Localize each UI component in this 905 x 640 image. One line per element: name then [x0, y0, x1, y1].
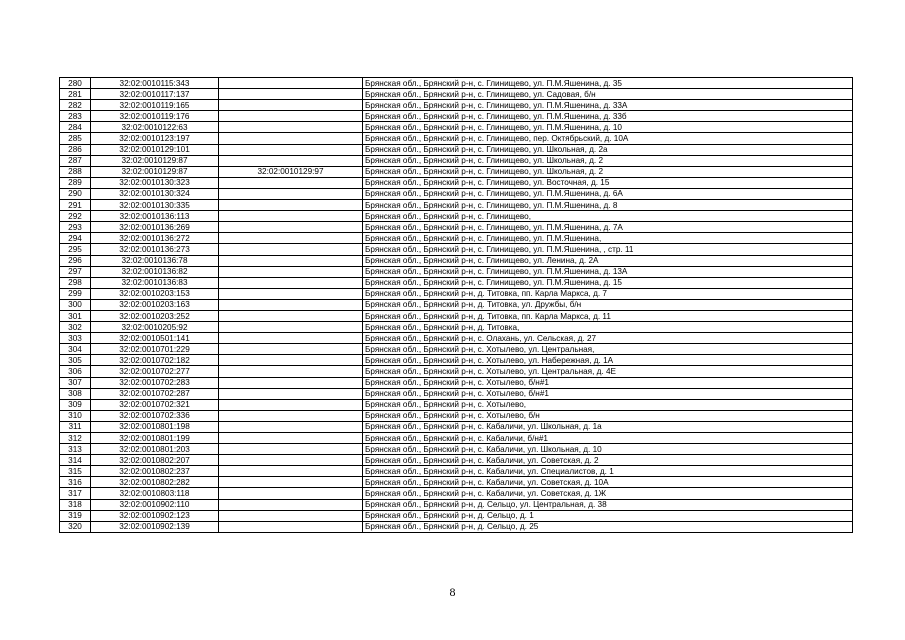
cadastral-number-cell: 32:02:0010136:269 — [91, 222, 219, 233]
row-number-cell: 320 — [60, 521, 91, 532]
table-row — [60, 144, 853, 155]
address-cell: Брянская обл., Брянский р-н, с. Хотылево, ул. Набережная, д. 1А — [363, 355, 853, 366]
cadastral-number-cell: 32:02:0010702:182 — [91, 355, 219, 366]
address-cell: Брянская обл., Брянский р-н, д. Титовка, пп. Карла Маркса, д. 11 — [363, 310, 853, 321]
row-number-cell: 288 — [60, 166, 91, 177]
cadastral-number-cell: 32:02:0010117:137 — [91, 89, 219, 100]
table-row — [60, 188, 853, 199]
cadastral-number-cell: 32:02:0010119:176 — [91, 111, 219, 122]
table-row — [60, 100, 853, 111]
related-cadastral-number-cell — [219, 521, 363, 532]
address-cell: Брянская обл., Брянский р-н, д. Титовка, пп. Карла Маркса, д. 7 — [363, 288, 853, 299]
row-number-cell: 285 — [60, 133, 91, 144]
row-number-cell: 312 — [60, 433, 91, 444]
address-cell: Брянская обл., Брянский р-н, с. Глинищево, ул. Восточная, д. 15 — [363, 177, 853, 188]
cadastral-number-cell: 32:02:0010701:229 — [91, 344, 219, 355]
address-cell: Брянская обл., Брянский р-н, с. Глинищево, ул. Школьная, д. 2 — [363, 166, 853, 177]
address-cell: Брянская обл., Брянский р-н, с. Глинищево, ул. П.М.Яшенина, — [363, 233, 853, 244]
cadastral-number-cell: 32:02:0010123:197 — [91, 133, 219, 144]
table-row — [60, 444, 853, 455]
address-cell: Брянская обл., Брянский р-н, с. Глинищево, ул. П.М.Яшенина, д. 15 — [363, 277, 853, 288]
table-row — [60, 222, 853, 233]
address-cell: Брянская обл., Брянский р-н, с. Глинищево, ул. П.М.Яшенина, д. 35 — [363, 78, 853, 89]
cadastral-number-cell: 32:02:0010136:272 — [91, 233, 219, 244]
table-row — [60, 510, 853, 521]
row-number-cell: 315 — [60, 466, 91, 477]
related-cadastral-number-cell — [219, 222, 363, 233]
table-row — [60, 233, 853, 244]
related-cadastral-number-cell — [219, 433, 363, 444]
address-cell: Брянская обл., Брянский р-н, с. Хотылево, б/н — [363, 410, 853, 421]
address-cell: Брянская обл., Брянский р-н, с. Глинищево, ул. П.М.Яшенина, , стр. 11 — [363, 244, 853, 255]
table-row — [60, 277, 853, 288]
page-number: 8 — [449, 585, 456, 599]
address-cell: Брянская обл., Брянский р-н, с. Кабаличи, ул. Советская, д. 10А — [363, 477, 853, 488]
cadastral-number-cell: 32:02:0010130:335 — [91, 200, 219, 211]
table-row — [60, 366, 853, 377]
cadastral-number-cell: 32:02:0010203:252 — [91, 310, 219, 321]
related-cadastral-number-cell — [219, 244, 363, 255]
address-cell: Брянская обл., Брянский р-н, с. Глинищево, ул. Садовая, б/н — [363, 89, 853, 100]
table-row — [60, 266, 853, 277]
cadastral-number-cell: 32:02:0010902:110 — [91, 499, 219, 510]
row-number-cell: 293 — [60, 222, 91, 233]
row-number-cell: 319 — [60, 510, 91, 521]
related-cadastral-number-cell — [219, 388, 363, 399]
address-cell: Брянская обл., Брянский р-н, с. Кабаличи, ул. Школьная, д. 1а — [363, 421, 853, 432]
table-row — [60, 421, 853, 432]
cadastral-number-cell: 32:02:0010119:165 — [91, 100, 219, 111]
row-number-cell: 287 — [60, 155, 91, 166]
table-row — [60, 377, 853, 388]
cadastral-number-cell: 32:02:0010203:153 — [91, 288, 219, 299]
row-number-cell: 314 — [60, 455, 91, 466]
address-cell: Брянская обл., Брянский р-н, с. Глинищево, ул. П.М.Яшенина, д. 10 — [363, 122, 853, 133]
table-row — [60, 410, 853, 421]
cadastral-number-cell: 32:02:0010115:343 — [91, 78, 219, 89]
table-row — [60, 122, 853, 133]
table-row — [60, 299, 853, 310]
table-row — [60, 211, 853, 222]
row-number-cell: 282 — [60, 100, 91, 111]
table-row — [60, 499, 853, 510]
address-cell: Брянская обл., Брянский р-н, с. Глинищево, ул. П.М.Яшенина, д. 33А — [363, 100, 853, 111]
address-cell: Брянская обл., Брянский р-н, с. Олахань, ул. Сельская, д. 27 — [363, 333, 853, 344]
row-number-cell: 305 — [60, 355, 91, 366]
related-cadastral-number-cell — [219, 211, 363, 222]
related-cadastral-number-cell — [219, 288, 363, 299]
table-row — [60, 488, 853, 499]
address-cell: Брянская обл., Брянский р-н, с. Глинищево, ул. Школьная, д. 2а — [363, 144, 853, 155]
row-number-cell: 286 — [60, 144, 91, 155]
row-number-cell: 310 — [60, 410, 91, 421]
address-cell: Брянская обл., Брянский р-н, с. Хотылево, ул. Центральная, — [363, 344, 853, 355]
table-row — [60, 155, 853, 166]
table-row — [60, 477, 853, 488]
related-cadastral-number-cell — [219, 399, 363, 410]
row-number-cell: 302 — [60, 322, 91, 333]
related-cadastral-number-cell — [219, 78, 363, 89]
cadastral-number-cell: 32:02:0010702:277 — [91, 366, 219, 377]
address-cell: Брянская обл., Брянский р-н, с. Кабаличи, ул. Советская, д. 2 — [363, 455, 853, 466]
table-row — [60, 466, 853, 477]
cadastral-number-cell: 32:02:0010130:323 — [91, 177, 219, 188]
related-cadastral-number-cell — [219, 144, 363, 155]
address-cell: Брянская обл., Брянский р-н, с. Глинищево, ул. П.М.Яшенина, д. 33б — [363, 111, 853, 122]
table-row — [60, 200, 853, 211]
table-row — [60, 166, 853, 177]
address-cell: Брянская обл., Брянский р-н, д. Сельцо, д. 25 — [363, 521, 853, 532]
table-row — [60, 177, 853, 188]
related-cadastral-number-cell — [219, 421, 363, 432]
address-cell: Брянская обл., Брянский р-н, д. Сельцо, д. 1 — [363, 510, 853, 521]
related-cadastral-number-cell — [219, 455, 363, 466]
address-cell: Брянская обл., Брянский р-н, с. Глинищево, ул. П.М.Яшенина, д. 8 — [363, 200, 853, 211]
cadastral-number-cell: 32:02:0010802:207 — [91, 455, 219, 466]
related-cadastral-number-cell — [219, 299, 363, 310]
address-cell: Брянская обл., Брянский р-н, с. Глинищево, ул. П.М.Яшенина, д. 13А — [363, 266, 853, 277]
related-cadastral-number-cell — [219, 466, 363, 477]
related-cadastral-number-cell — [219, 177, 363, 188]
row-number-cell: 311 — [60, 421, 91, 432]
row-number-cell: 296 — [60, 255, 91, 266]
row-number-cell: 308 — [60, 388, 91, 399]
row-number-cell: 309 — [60, 399, 91, 410]
related-cadastral-number-cell — [219, 111, 363, 122]
cadastral-number-cell: 32:02:0010130:324 — [91, 188, 219, 199]
related-cadastral-number-cell — [219, 410, 363, 421]
table-row — [60, 255, 853, 266]
address-cell: Брянская обл., Брянский р-н, с. Хотылево, б/н#1 — [363, 388, 853, 399]
row-number-cell: 318 — [60, 499, 91, 510]
related-cadastral-number-cell — [219, 277, 363, 288]
table-row — [60, 344, 853, 355]
row-number-cell: 289 — [60, 177, 91, 188]
row-number-cell: 284 — [60, 122, 91, 133]
related-cadastral-number-cell — [219, 233, 363, 244]
address-cell: Брянская обл., Брянский р-н, с. Глинищево, пер. Октябрьский, д. 10А — [363, 133, 853, 144]
address-cell: Брянская обл., Брянский р-н, с. Хотылево, б/н#1 — [363, 377, 853, 388]
related-cadastral-number-cell — [219, 255, 363, 266]
registry-table — [59, 77, 853, 533]
address-cell: Брянская обл., Брянский р-н, с. Глинищево, ул. П.М.Яшенина, д. 7А — [363, 222, 853, 233]
address-cell: Брянская обл., Брянский р-н, с. Кабаличи, ул. Советская, д. 1Ж — [363, 488, 853, 499]
related-cadastral-number-cell — [219, 377, 363, 388]
related-cadastral-number-cell — [219, 510, 363, 521]
address-cell: Брянская обл., Брянский р-н, с. Глинищево, ул. Школьная, д. 2 — [363, 155, 853, 166]
table-row — [60, 78, 853, 89]
table-row — [60, 388, 853, 399]
address-cell: Брянская обл., Брянский р-н, д. Титовка, — [363, 322, 853, 333]
related-cadastral-number-cell — [219, 366, 363, 377]
row-number-cell: 316 — [60, 477, 91, 488]
cadastral-number-cell: 32:02:0010129:87 — [91, 166, 219, 177]
row-number-cell: 301 — [60, 310, 91, 321]
cadastral-number-cell: 32:02:0010801:199 — [91, 433, 219, 444]
related-cadastral-number-cell — [219, 344, 363, 355]
row-number-cell: 307 — [60, 377, 91, 388]
row-number-cell: 306 — [60, 366, 91, 377]
related-cadastral-number-cell — [219, 488, 363, 499]
row-number-cell: 299 — [60, 288, 91, 299]
cadastral-number-cell: 32:02:0010902:139 — [91, 521, 219, 532]
cadastral-number-cell: 32:02:0010136:113 — [91, 211, 219, 222]
cadastral-number-cell: 32:02:0010702:336 — [91, 410, 219, 421]
row-number-cell: 291 — [60, 200, 91, 211]
related-cadastral-number-cell — [219, 477, 363, 488]
related-cadastral-number-cell — [219, 200, 363, 211]
table-row — [60, 399, 853, 410]
address-cell: Брянская обл., Брянский р-н, с. Глинищево, ул. Ленина, д. 2А — [363, 255, 853, 266]
cadastral-number-cell: 32:02:0010802:237 — [91, 466, 219, 477]
cadastral-number-cell: 32:02:0010136:78 — [91, 255, 219, 266]
related-cadastral-number-cell: 32:02:0010129:97 — [219, 166, 363, 177]
row-number-cell: 292 — [60, 211, 91, 222]
related-cadastral-number-cell — [219, 100, 363, 111]
cadastral-number-cell: 32:02:0010803:118 — [91, 488, 219, 499]
address-cell: Брянская обл., Брянский р-н, д. Сельцо, ул. Центральная, д. 38 — [363, 499, 853, 510]
address-cell: Брянская обл., Брянский р-н, с. Глинищево, — [363, 211, 853, 222]
cadastral-number-cell: 32:02:0010136:83 — [91, 277, 219, 288]
row-number-cell: 303 — [60, 333, 91, 344]
row-number-cell: 294 — [60, 233, 91, 244]
address-cell: Брянская обл., Брянский р-н, с. Хотылево, ул. Центральная, д. 4Е — [363, 366, 853, 377]
cadastral-number-cell: 32:02:0010136:273 — [91, 244, 219, 255]
cadastral-number-cell: 32:02:0010136:82 — [91, 266, 219, 277]
registry-table-body — [60, 78, 853, 533]
address-cell: Брянская обл., Брянский р-н, с. Кабаличи, б/н#1 — [363, 433, 853, 444]
table-row — [60, 455, 853, 466]
cadastral-number-cell: 32:02:0010205:92 — [91, 322, 219, 333]
cadastral-number-cell: 32:02:0010801:203 — [91, 444, 219, 455]
related-cadastral-number-cell — [219, 155, 363, 166]
related-cadastral-number-cell — [219, 266, 363, 277]
related-cadastral-number-cell — [219, 133, 363, 144]
table-row — [60, 89, 853, 100]
related-cadastral-number-cell — [219, 89, 363, 100]
row-number-cell: 298 — [60, 277, 91, 288]
related-cadastral-number-cell — [219, 122, 363, 133]
table-row — [60, 244, 853, 255]
table-row — [60, 310, 853, 321]
related-cadastral-number-cell — [219, 499, 363, 510]
cadastral-number-cell: 32:02:0010129:87 — [91, 155, 219, 166]
table-row — [60, 355, 853, 366]
table-row — [60, 111, 853, 122]
row-number-cell: 281 — [60, 89, 91, 100]
table-row — [60, 433, 853, 444]
table-row — [60, 288, 853, 299]
related-cadastral-number-cell — [219, 322, 363, 333]
row-number-cell: 290 — [60, 188, 91, 199]
related-cadastral-number-cell — [219, 188, 363, 199]
row-number-cell: 297 — [60, 266, 91, 277]
table-row — [60, 333, 853, 344]
related-cadastral-number-cell — [219, 310, 363, 321]
row-number-cell: 283 — [60, 111, 91, 122]
address-cell: Брянская обл., Брянский р-н, с. Хотылево, — [363, 399, 853, 410]
cadastral-number-cell: 32:02:0010122:63 — [91, 122, 219, 133]
row-number-cell: 313 — [60, 444, 91, 455]
address-cell: Брянская обл., Брянский р-н, д. Титовка, ул. Дружбы, б/н — [363, 299, 853, 310]
row-number-cell: 300 — [60, 299, 91, 310]
related-cadastral-number-cell — [219, 333, 363, 344]
row-number-cell: 295 — [60, 244, 91, 255]
address-cell: Брянская обл., Брянский р-н, с. Кабаличи, ул. Школьная, д. 10 — [363, 444, 853, 455]
table-row — [60, 133, 853, 144]
cadastral-number-cell: 32:02:0010203:163 — [91, 299, 219, 310]
address-cell: Брянская обл., Брянский р-н, с. Глинищево, ул. П.М.Яшенина, д. 6А — [363, 188, 853, 199]
row-number-cell: 317 — [60, 488, 91, 499]
table-row — [60, 322, 853, 333]
cadastral-number-cell: 32:02:0010129:101 — [91, 144, 219, 155]
row-number-cell: 304 — [60, 344, 91, 355]
table-row — [60, 521, 853, 532]
row-number-cell: 280 — [60, 78, 91, 89]
cadastral-number-cell: 32:02:0010801:198 — [91, 421, 219, 432]
cadastral-number-cell: 32:02:0010902:123 — [91, 510, 219, 521]
cadastral-number-cell: 32:02:0010501:141 — [91, 333, 219, 344]
cadastral-number-cell: 32:02:0010702:287 — [91, 388, 219, 399]
related-cadastral-number-cell — [219, 355, 363, 366]
related-cadastral-number-cell — [219, 444, 363, 455]
cadastral-number-cell: 32:02:0010702:321 — [91, 399, 219, 410]
address-cell: Брянская обл., Брянский р-н, с. Кабаличи, ул. Специалистов, д. 1 — [363, 466, 853, 477]
cadastral-number-cell: 32:02:0010802:282 — [91, 477, 219, 488]
cadastral-number-cell: 32:02:0010702:283 — [91, 377, 219, 388]
